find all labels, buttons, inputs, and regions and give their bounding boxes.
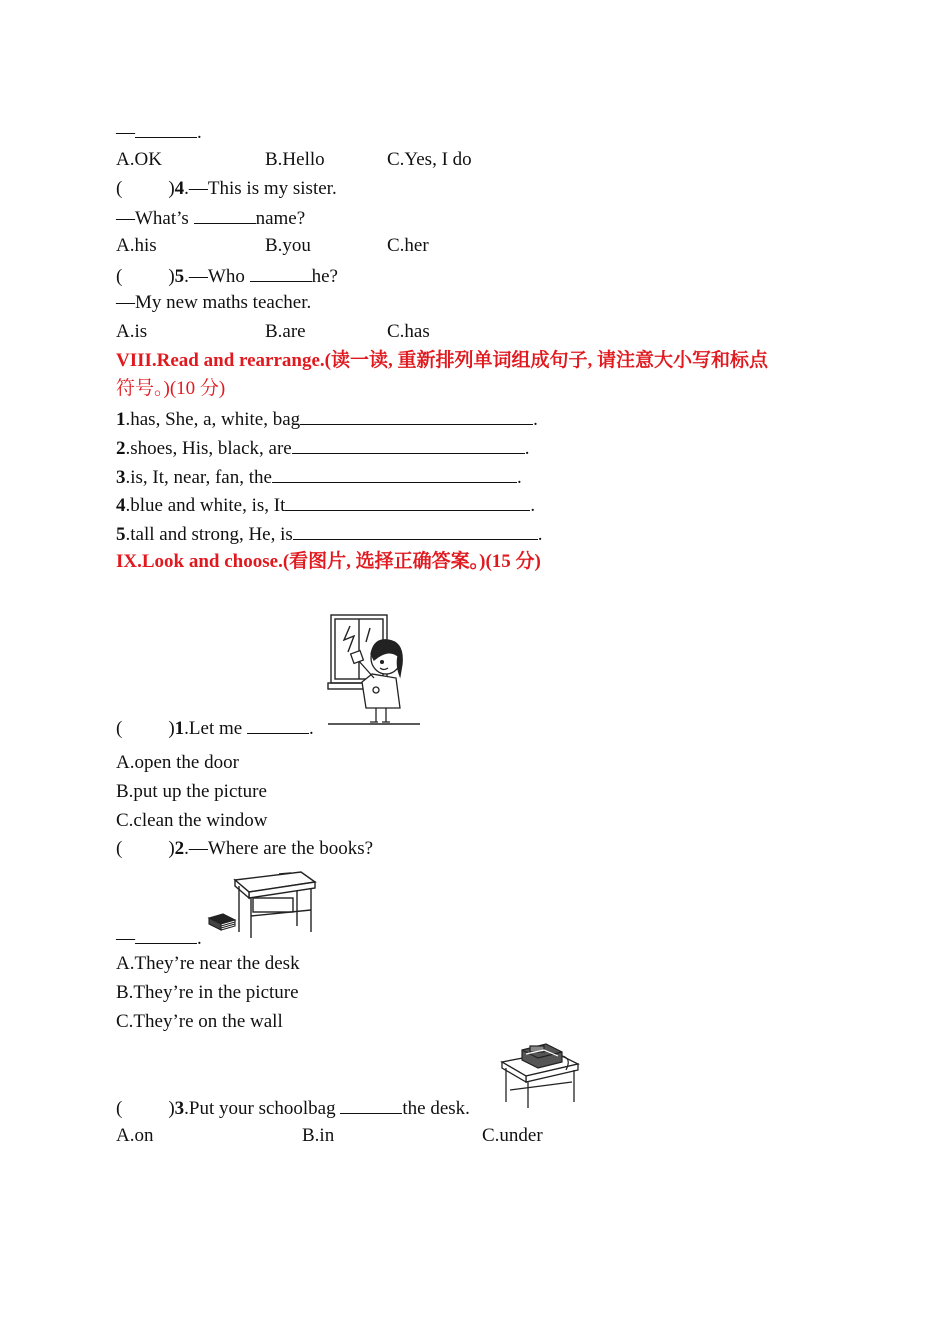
s9-q1-stem: ( )1.Let me . (116, 718, 314, 739)
answer-blank (293, 522, 538, 540)
s9-q3-options (116, 1125, 543, 1147)
option-c: C.has (387, 321, 430, 342)
q5-options (116, 321, 430, 343)
question-number: 5 (174, 266, 185, 287)
rearrange-item-5: 5.tall and strong, He, is . (116, 524, 543, 545)
option-b: B.you (265, 235, 311, 256)
rearrange-item-1: 1.has, She, a, white, bag . (116, 409, 538, 430)
option-c: C.Yes, I do (387, 149, 472, 170)
option-c: C.her (387, 235, 429, 256)
s9-q1-option-c: C.clean the window (116, 810, 268, 831)
q5-reply: —My new maths teacher. (116, 292, 312, 313)
s9-q2-stem: ( )2.—Where are the books? (116, 838, 374, 859)
rearrange-item-3: 3.is, It, near, fan, the . (116, 467, 522, 488)
answer-blank (285, 493, 530, 511)
answer-blank (340, 1096, 402, 1114)
schoolbag-desk-picture (496, 1040, 582, 1110)
option-b: B.are (265, 321, 306, 342)
s9-q3-stem: ( )3.Put your schoolbag the desk. (116, 1098, 470, 1119)
answer-blank (250, 264, 312, 282)
prev-options (116, 149, 472, 171)
answer-blank (300, 407, 533, 425)
answer-blank (135, 120, 197, 138)
girl-cleaning-window-picture (326, 612, 422, 730)
rearrange-item-2: 2.shoes, His, black, are . (116, 438, 530, 459)
question-number: 3 (174, 1098, 185, 1119)
option-a: A.his (116, 235, 157, 256)
s9-q2-option-c: C.They’re on the wall (116, 1011, 283, 1032)
option-c: C.under (482, 1125, 543, 1146)
question-number: 2 (174, 838, 185, 859)
s9-q2-reply: — . (116, 928, 202, 949)
rearrange-item-4: 4.blue and white, is, It . (116, 495, 536, 516)
answer-blank (272, 465, 517, 483)
s9-q2-option-b: B.They’re in the picture (116, 982, 299, 1003)
option-b: B.in (302, 1125, 335, 1146)
option-a: A.on (116, 1125, 154, 1146)
option-a: A.OK (116, 149, 162, 170)
question-number: 1 (174, 718, 185, 739)
dash: — (116, 122, 135, 143)
q4-options (116, 235, 429, 257)
prev-answer-line: — . (116, 122, 202, 143)
s9-q2-option-a: A.They’re near the desk (116, 953, 300, 974)
question-number: 4 (174, 178, 185, 199)
section-8-heading: VIII.Read and rearrange.(读一读, 重新排列单词组成句子, 请注意大小写和标点 (116, 350, 768, 371)
q5-stem: ( )5.—Who he? (116, 266, 338, 287)
q4-stem: ( )4.—This is my sister. (116, 178, 337, 199)
section-8-heading-cont: 符号。)(10 分) (116, 378, 226, 399)
s9-q1-option-b: B.put up the picture (116, 781, 267, 802)
answer-blank (247, 716, 309, 734)
option-b: B.Hello (265, 149, 325, 170)
desk-with-books-picture (205, 866, 317, 942)
answer-blank (292, 436, 525, 454)
s9-q1-option-a: A.open the door (116, 752, 239, 773)
q4-reply: —What’s name? (116, 208, 306, 229)
option-a: A.is (116, 321, 148, 342)
answer-blank (194, 206, 256, 224)
answer-blank (135, 926, 197, 944)
section-9-heading: IX.Look and choose.(看图片, 选择正确答案。)(15 分) (116, 551, 541, 572)
